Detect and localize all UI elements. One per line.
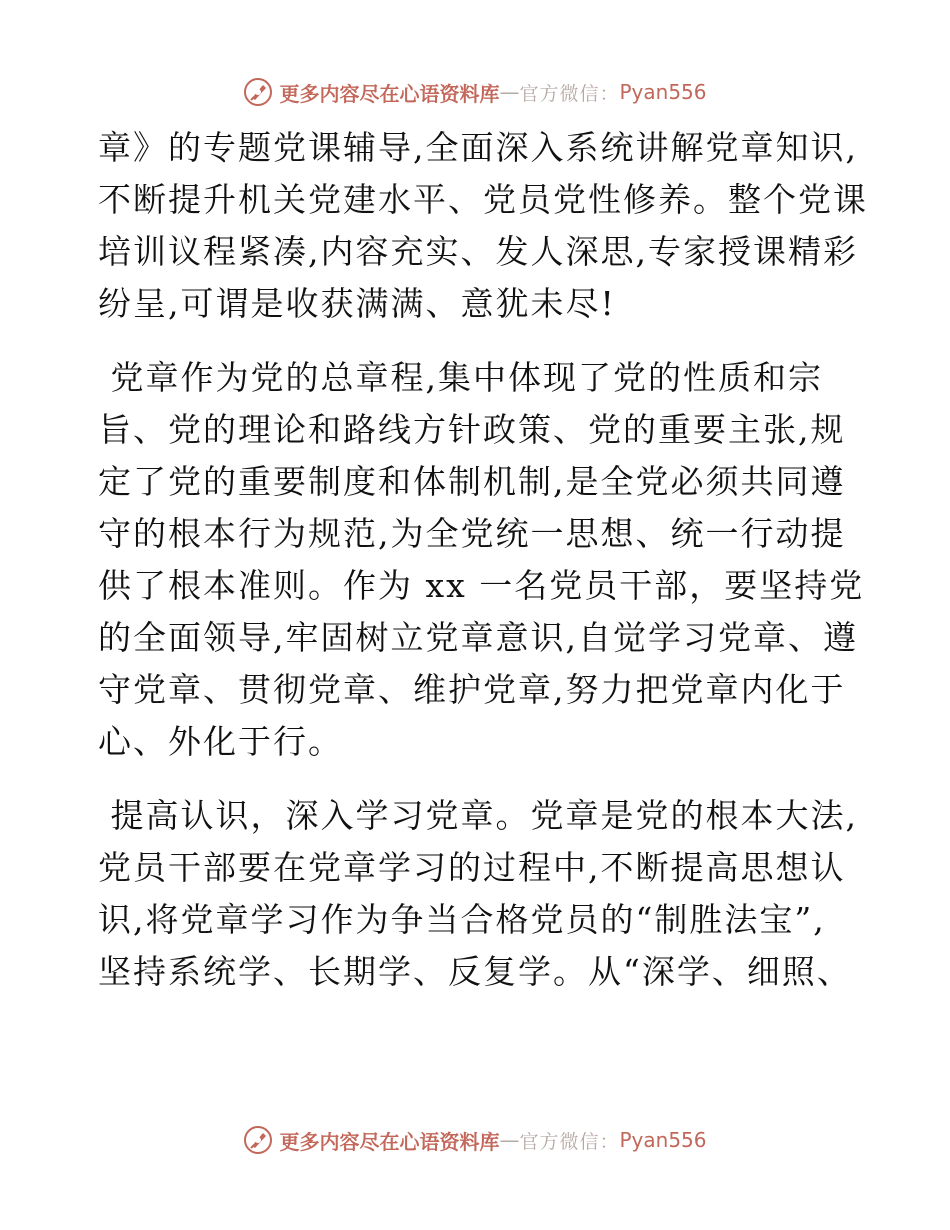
banner-main-text: 更多内容尽在心语资料库 <box>279 1129 500 1154</box>
paragraph-2 <box>98 352 865 768</box>
text-line: 识,将党章学习作为争当合格党员的“制胜法宝”, <box>98 900 826 939</box>
banner-wechat-label: 官方微信： <box>519 1130 620 1153</box>
document-body <box>98 122 868 998</box>
text-line: 守党章、贯彻党章、维护党章,努力把党章内化于 <box>98 670 846 709</box>
footer-banner <box>0 1120 950 1160</box>
text-line: 守的根本行为规范,为全党统一思想、统一行动提 <box>98 514 846 553</box>
text-line: 提高认识，深入学习党章。党章是党的根本大法, <box>98 796 858 835</box>
text-line: 培训议程紧凑,内容充实、发人深思,专家授课精彩 <box>98 232 858 271</box>
header-banner <box>0 72 950 112</box>
banner-main-text: 更多内容尽在心语资料库 <box>279 81 500 106</box>
text-line: 党章作为党的总章程,集中体现了党的性质和宗 <box>98 358 823 397</box>
text-line: 供了根本准则。作为 xx 一名党员干部，要坚持党 <box>98 566 865 605</box>
text-line: 坚持系统学、长期学、反复学。从“深学、细照、 <box>98 952 852 991</box>
banner-wechat-id: Pyan556 <box>619 1128 707 1152</box>
text-line: 纷呈,可谓是收获满满、意犹未尽! <box>98 284 616 323</box>
paragraph-1 <box>98 122 868 330</box>
pen-nib-logo-icon <box>243 77 273 107</box>
banner-separator: — <box>499 1128 520 1152</box>
text-line: 心、外化于行。 <box>98 722 343 761</box>
banner-wechat-label: 官方微信： <box>519 82 620 105</box>
pen-nib-logo-icon <box>243 1125 273 1155</box>
text-line: 党员干部要在党章学习的过程中,不断提高思想认 <box>98 848 846 887</box>
text-line: 定了党的重要制度和体制机制,是全党必须共同遵 <box>98 462 846 501</box>
banner-wechat-id: Pyan556 <box>619 80 707 104</box>
text-line: 不断提升机关党建水平、党员党性修养。整个党课 <box>98 180 868 219</box>
text-line: 旨、党的理论和路线方针政策、党的重要主张,规 <box>98 410 846 449</box>
paragraph-3 <box>98 790 858 998</box>
text-line: 的全面领导,牢固树立党章意识,自觉学习党章、遵 <box>98 618 858 657</box>
text-line: 章》的专题党课辅导,全面深入系统讲解党章知识, <box>98 128 858 167</box>
banner-separator: — <box>499 80 520 104</box>
